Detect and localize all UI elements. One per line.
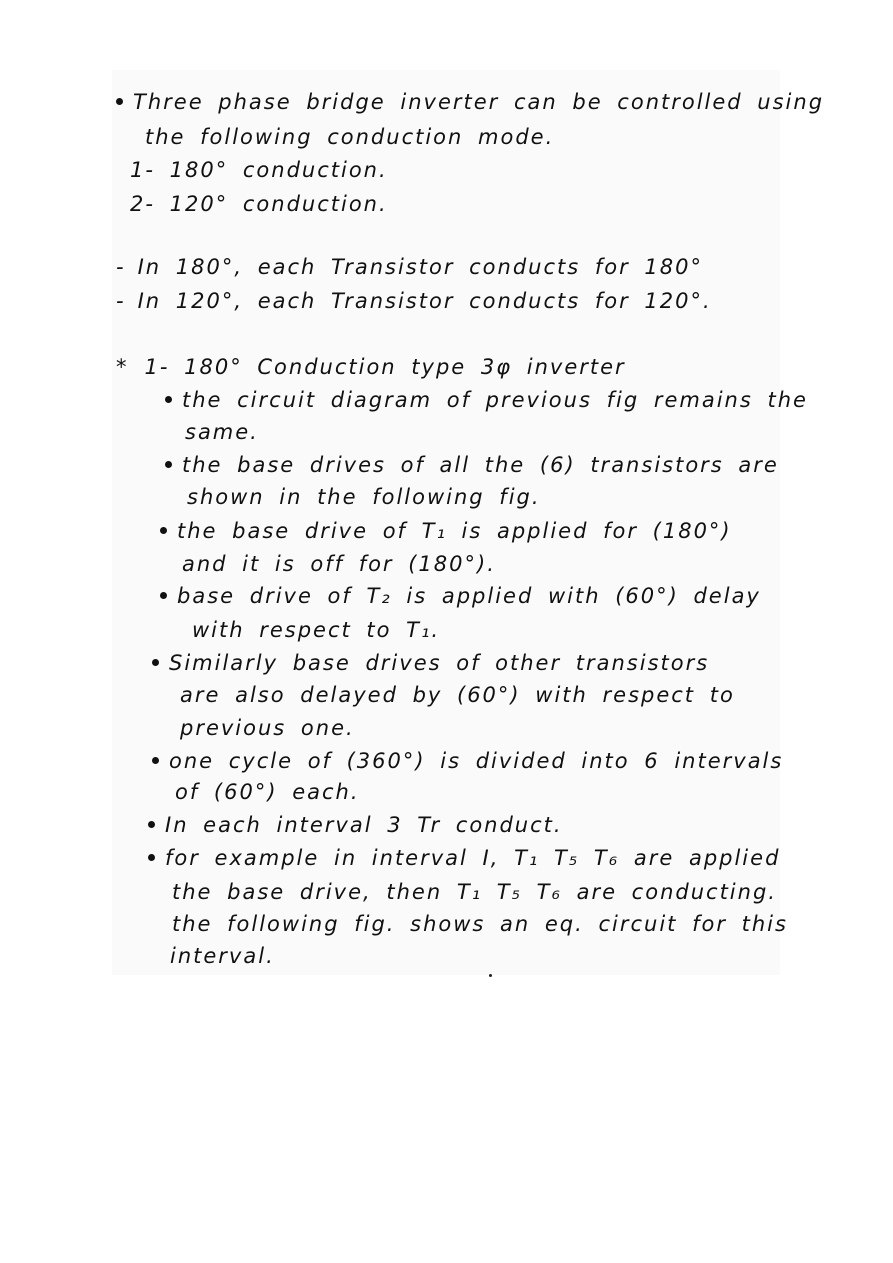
note-line: - In 120°, each Transistor conducts for 120°. bbox=[116, 289, 712, 313]
section-heading: * 1- 180° Conduction type 3φ inverter bbox=[116, 355, 626, 379]
stray-mark bbox=[489, 974, 492, 977]
note-line: are also delayed by (60°) with respect to bbox=[180, 683, 735, 707]
bullet-icon bbox=[160, 527, 167, 534]
note-line: the following fig. shows an eq. circuit for this bbox=[172, 912, 788, 936]
bullet-icon bbox=[116, 98, 123, 105]
note-line: with respect to T₁. bbox=[192, 618, 441, 642]
note-line: previous one. bbox=[180, 716, 355, 740]
bullet-icon bbox=[152, 757, 159, 764]
note-line: In each interval 3 Tr conduct. bbox=[148, 813, 563, 837]
note-line: same. bbox=[185, 420, 259, 444]
bullet-icon bbox=[165, 461, 172, 468]
note-line: and it is off for (180°). bbox=[182, 552, 496, 576]
bullet-icon bbox=[148, 854, 155, 861]
asterisk-icon: * bbox=[116, 355, 129, 379]
note-line: the base drive, then T₁ T₅ T₆ are conducting. bbox=[172, 880, 777, 904]
note-line: Similarly base drives of other transistors bbox=[152, 651, 709, 675]
note-line: the base drive of T₁ is applied for (180°) bbox=[160, 519, 732, 543]
note-line: Three phase bridge inverter can be controlled using bbox=[116, 90, 824, 114]
note-line: the circuit diagram of previous fig remains the bbox=[165, 388, 808, 412]
note-line: the following conduction mode. bbox=[145, 125, 555, 149]
note-line: the base drives of all the (6) transistors are bbox=[165, 453, 779, 477]
bullet-icon bbox=[152, 659, 159, 666]
note-line: interval. bbox=[170, 944, 275, 968]
dash-icon: - bbox=[116, 255, 126, 279]
dash-icon: - bbox=[116, 289, 126, 313]
bullet-icon bbox=[148, 821, 155, 828]
note-line: one cycle of (360°) is divided into 6 intervals bbox=[152, 749, 783, 773]
note-line: base drive of T₂ is applied with (60°) delay bbox=[160, 584, 761, 608]
note-line: for example in interval I, T₁ T₅ T₆ are applied bbox=[148, 846, 780, 870]
note-line: 1- 180° conduction. bbox=[130, 158, 388, 182]
note-line: - In 180°, each Transistor conducts for 180° bbox=[116, 255, 703, 279]
bullet-icon bbox=[165, 396, 172, 403]
note-line: shown in the following fig. bbox=[187, 485, 541, 509]
bullet-icon bbox=[160, 592, 167, 599]
note-line: 2- 120° conduction. bbox=[130, 192, 388, 216]
note-line: of (60°) each. bbox=[175, 780, 360, 804]
